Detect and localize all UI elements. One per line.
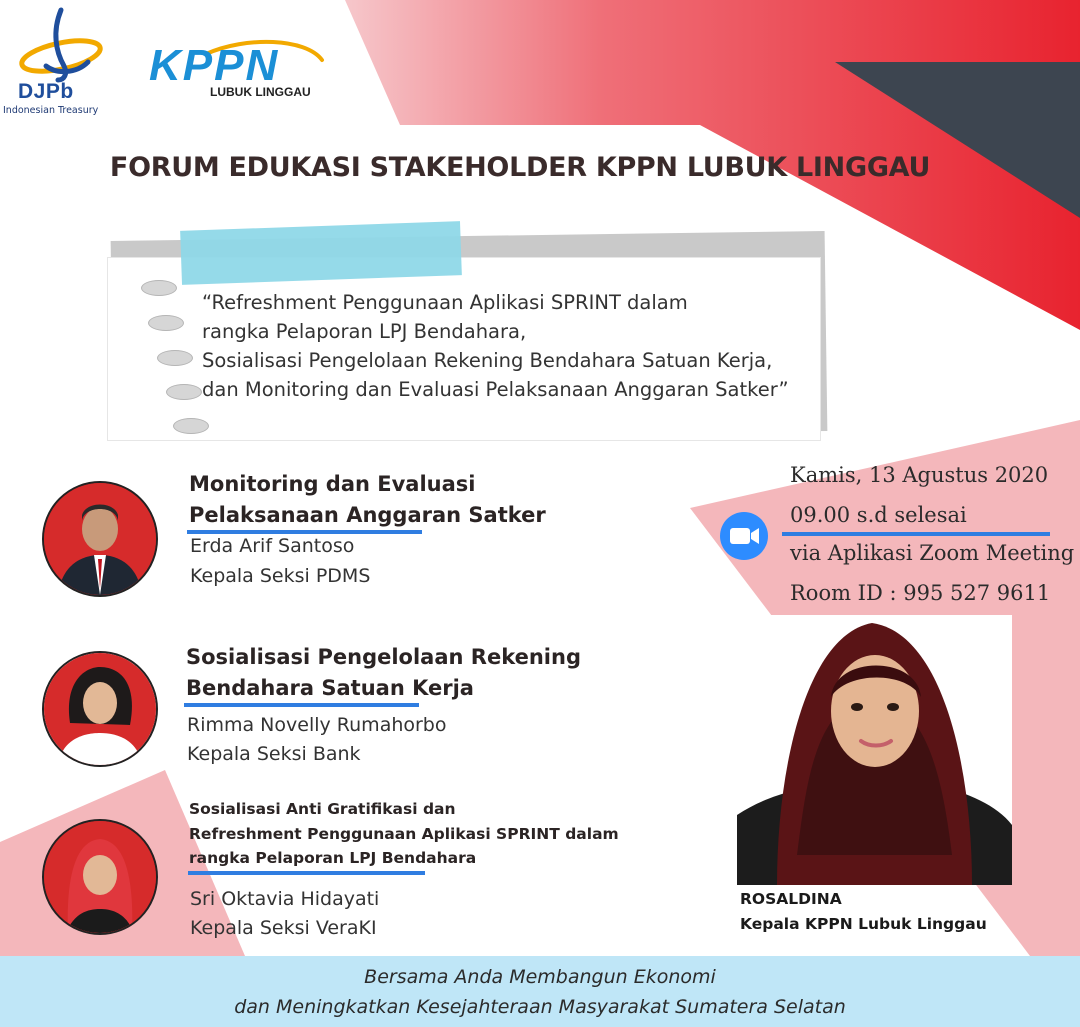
speaker-avatar bbox=[42, 651, 158, 767]
speaker-topic: Pelaksanaan Anggaran Satker bbox=[189, 503, 546, 527]
binder-hole bbox=[148, 315, 184, 331]
speaker-topic: Sosialisasi Anti Gratifikasi dan bbox=[189, 800, 456, 818]
speaker-name: Rimma Novelly Rumahorbo bbox=[187, 714, 447, 736]
speaker-avatar bbox=[42, 819, 158, 935]
speaker-position: Kepala Seksi VeraKI bbox=[190, 917, 377, 939]
event-platform: via Aplikasi Zoom Meeting bbox=[790, 541, 1075, 565]
topic-underline bbox=[188, 871, 425, 875]
speaker-topic: Bendahara Satuan Kerja bbox=[186, 676, 474, 700]
host-photo bbox=[737, 615, 1012, 885]
binder-hole bbox=[173, 418, 209, 434]
page-title: FORUM EDUKASI STAKEHOLDER KPPN LUBUK LINGGAU bbox=[109, 152, 931, 183]
footer-slogan bbox=[0, 962, 1080, 1022]
speaker-name: Sri Oktavia Hidayati bbox=[190, 888, 380, 910]
kppn-location-text: LUBUK LINGGAU bbox=[210, 85, 311, 99]
speaker-topic: Refreshment Penggunaan Aplikasi SPRINT dalam bbox=[189, 825, 619, 843]
kppn-logo-text: KPPN bbox=[149, 41, 280, 90]
time-underline bbox=[782, 532, 1050, 536]
binder-hole bbox=[166, 384, 202, 400]
host-name: ROSALDINA bbox=[740, 890, 842, 908]
quote-line: Sosialisasi Pengelolaan Rekening Bendahara Satuan Kerja, bbox=[202, 349, 773, 372]
topic-underline bbox=[184, 703, 419, 707]
event-date: Kamis, 13 Agustus 2020 bbox=[790, 463, 1049, 487]
speaker-position: Kepala Seksi PDMS bbox=[190, 565, 371, 587]
djpb-logo-text: DJPb bbox=[18, 80, 74, 103]
quote-line: “Refreshment Penggunaan Aplikasi SPRINT dalam bbox=[202, 291, 688, 314]
binder-hole bbox=[157, 350, 193, 366]
djpb-tagline: Indonesian Treasury bbox=[3, 105, 99, 116]
footer-line: dan Meningkatkan Kesejahteraan Masyarakat Sumatera Selatan bbox=[234, 996, 846, 1018]
theme-quote bbox=[202, 288, 822, 404]
speaker-topic: Monitoring dan Evaluasi bbox=[189, 472, 476, 496]
quote-line: rangka Pelaporan LPJ Bendahara, bbox=[202, 320, 527, 343]
speaker-topic: Sosialisasi Pengelolaan Rekening bbox=[186, 645, 581, 669]
event-room-id: Room ID : 995 527 9611 bbox=[790, 581, 1051, 605]
speaker-avatar bbox=[42, 481, 158, 597]
speaker-position: Kepala Seksi Bank bbox=[187, 743, 361, 765]
speaker-name: Erda Arif Santoso bbox=[190, 535, 355, 557]
host-position: Kepala KPPN Lubuk Linggau bbox=[740, 915, 987, 933]
tape-strip bbox=[180, 221, 462, 285]
zoom-camera-icon bbox=[720, 512, 768, 560]
speaker-topic: rangka Pelaporan LPJ Bendahara bbox=[189, 849, 477, 867]
quote-line: dan Monitoring dan Evaluasi Pelaksanaan Anggaran Satker” bbox=[202, 378, 789, 401]
event-time: 09.00 s.d selesai bbox=[790, 503, 967, 527]
binder-hole bbox=[141, 280, 177, 296]
footer-line: Bersama Anda Membangun Ekonomi bbox=[364, 966, 716, 988]
